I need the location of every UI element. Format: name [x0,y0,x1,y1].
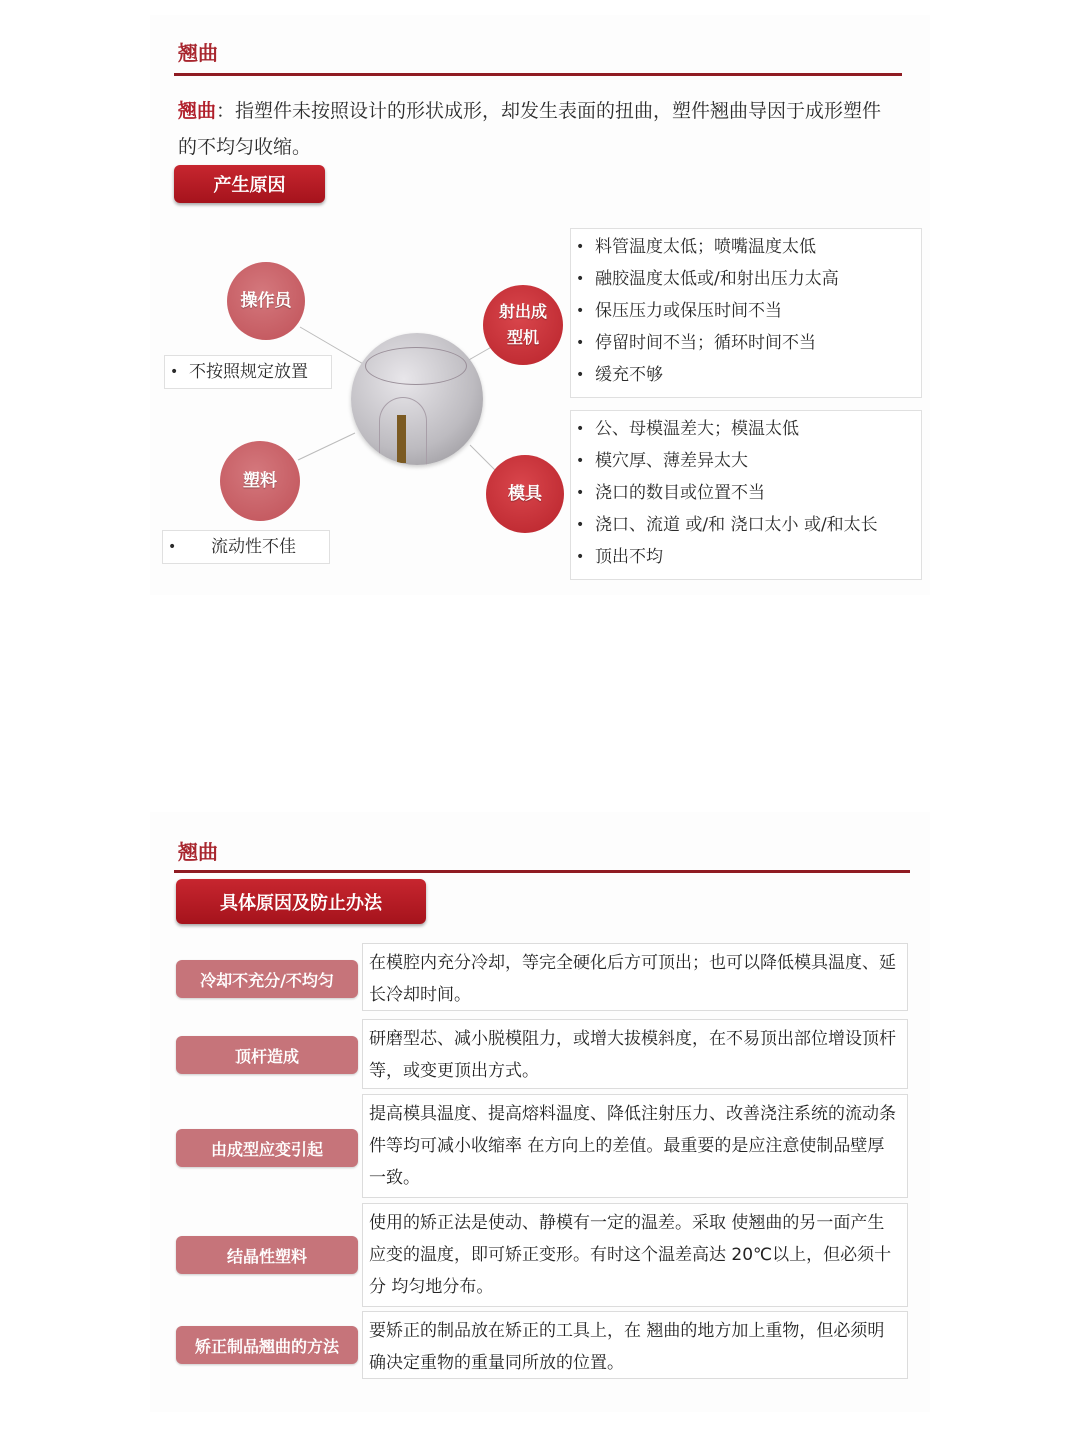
cause-item: • 流动性不佳 [163,531,329,563]
cause-item: • 缓充不够 [571,359,921,391]
node-mold [486,455,564,533]
solution-text: 使用的矫正法是使动、静模有一定的温差。采取 使翘曲的另一面产生应变的温度，即可矫正变形。有时这个温差高达 20℃以上，但必须十分 均匀地分布。 [362,1203,908,1307]
cause-label: 结晶性塑料 [176,1236,358,1274]
operator-causes [164,355,332,389]
table-row [176,1019,908,1089]
node-label: 塑料 [243,471,277,491]
node-label: 射出成型机 [498,302,547,347]
molded-part-image [351,333,483,465]
causes-solutions-button[interactable]: 具体原因及防止办法 [176,879,426,924]
slide-title: 翘曲 [178,840,218,864]
solution-text: 在模腔内充分冷却，等完全硬化后方可顶出；也可以降低模具温度、延长冷却时间。 [362,943,908,1011]
node-label: 操作员 [240,291,292,311]
solution-text: 要矫正的制品放在矫正的工具上，在 翘曲的地方加上重物，但必须明确决定重物的重量同所放的位置。 [362,1311,908,1379]
definition-keyword: 翘曲 [178,100,217,122]
cause-item: • 融胶温度太低或/和射出压力太高 [571,263,921,295]
cause-label: 冷却不充分/不均匀 [176,960,358,998]
node-plastic [220,441,300,521]
slide-title: 翘曲 [178,41,218,65]
slide-warpage-solutions [150,812,930,1412]
cause-item: • 停留时间不当；循环时间不当 [571,327,921,359]
machine-causes [570,228,922,398]
cause-item: • 不按照规定放置 [165,356,331,388]
cause-label: 顶杆造成 [176,1036,358,1074]
table-row [176,1094,908,1198]
node-label: 模具 [508,484,542,504]
causes-button[interactable]: 产生原因 [174,165,325,203]
plastic-causes [162,530,330,564]
cause-item: • 浇口、流道 或/和 浇口太小 或/和太长 [571,509,921,541]
cause-item: • 顶出不均 [571,541,921,573]
definition-text: ：指塑件未按照设计的形状成形，却发生表面的扭曲，塑件翘曲导因于成形塑件的不均匀收缩。 [178,100,882,158]
mold-causes [570,410,922,580]
solution-text: 研磨型芯、减小脱模阻力，或增大拔模斜度，在不易顶出部位增设顶杆等，或变更顶出方式。 [362,1019,908,1089]
solution-text: 提高模具温度、提高熔料温度、降低注射压力、改善浇注系统的流动条件等均可减小收缩率 在方向上的差值。最重要的是应注意使制品壁厚一致。 [362,1094,908,1198]
table-row [176,1311,908,1379]
cause-item: • 料管温度太低；喷嘴温度太低 [571,231,921,263]
node-injection-machine [483,285,563,365]
cause-item: • 浇口的数目或位置不当 [571,477,921,509]
node-operator [227,262,305,340]
cause-item: • 保压压力或保压时间不当 [571,295,921,327]
slide-warpage-causes [150,15,930,595]
table-row [176,943,908,1011]
title-divider [174,870,910,873]
cause-label: 由成型应变引起 [176,1129,358,1167]
cause-item: • 公、母模温差大；模温太低 [571,413,921,445]
cause-item: • 模穴厚、薄差异太大 [571,445,921,477]
table-row [176,1203,908,1307]
cause-label: 矫正制品翘曲的方法 [176,1326,358,1364]
